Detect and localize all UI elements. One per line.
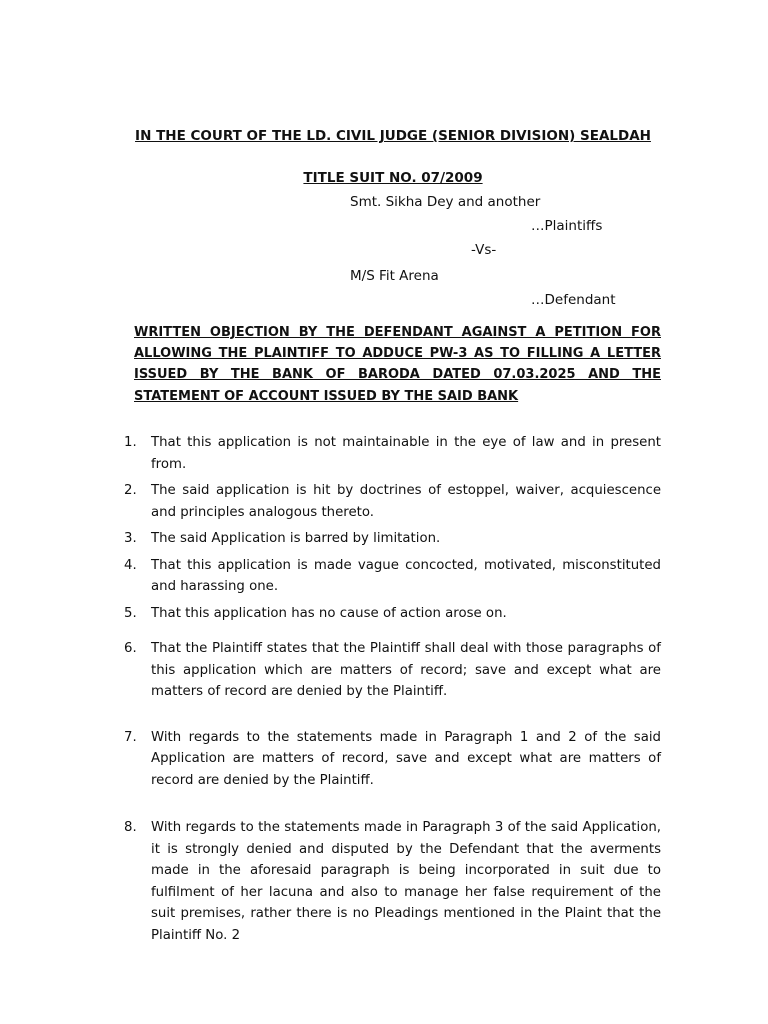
item-text: That this application is made vague concocted, motivated, misconstituted and harassing one. <box>151 557 661 594</box>
court-title: IN THE COURT OF THE LD. CIVIL JUDGE (SENIOR DIVISION) SEALDAH <box>135 128 651 144</box>
item-text: The said application is hit by doctrines of estoppel, waiver, acquiescence and principles analogous thereto. <box>151 483 661 520</box>
item-text: The said Application is barred by limitation. <box>151 531 441 546</box>
defendant-name: M/S Fit Arena <box>350 268 439 284</box>
list-item <box>120 603 661 625</box>
item-number: 5. <box>124 605 137 621</box>
item-text: With regards to the statements made in Paragraph 1 and 2 of the said Application are matters of record, save and except what are matters of record are denied by the Plaintiff. <box>151 729 661 788</box>
list-item <box>120 638 661 703</box>
item-number: 7. <box>124 729 137 745</box>
item-number: 2. <box>124 483 137 498</box>
item-text: That the Plaintiff states that the Plaintiff shall deal with those paragraphs of this application which are matters of record; save and except what are matters of record are denied by the Plaintiff. <box>151 641 661 699</box>
list-item <box>120 528 661 550</box>
defendant-role: …Defendant <box>531 292 616 308</box>
list-item <box>120 727 661 792</box>
list-item <box>120 432 661 475</box>
suit-number: TITLE SUIT NO. 07/2009 <box>303 170 483 186</box>
list-item <box>120 555 661 598</box>
plaintiff-role: …Plaintiffs <box>531 218 603 234</box>
item-text: That this application is not maintainable in the eye of law and in present from. <box>151 435 661 472</box>
item-number: 4. <box>124 557 137 573</box>
item-number: 6. <box>124 641 137 656</box>
list-item <box>120 480 661 523</box>
item-number: 8. <box>124 820 137 835</box>
list-item <box>120 817 661 946</box>
item-number: 1. <box>124 435 137 450</box>
objection-heading: WRITTEN OBJECTION BY THE DEFENDANT AGAINST A PETITION FOR ALLOWING THE PLAINTIFF TO ADDUCE PW-3 AS TO FILLING A LETTER ISSUED BY THE BANK OF BARODA DATED 07.03.2025 AND THE STATEMENT OF ACCOUNT ISSUED BY THE SAID BANK <box>134 325 661 404</box>
item-number: 3. <box>124 531 137 546</box>
plaintiff-name: Smt. Sikha Dey and another <box>350 194 541 210</box>
item-text: With regards to the statements made in Paragraph 3 of the said Application, it is strongly denied and disputed by the Defendant that the averments made in the aforesaid paragraph is being incorporated in suit due to fulfilment of her lacuna and also to manage her false requirement of the suit premises, rather there is no Pleadings mentioned in the Plaint that the Plaintiff No. 2 <box>151 820 661 943</box>
versus-label: -Vs- <box>471 242 497 258</box>
item-text: That this application has no cause of action arose on. <box>151 605 507 621</box>
objection-list <box>120 432 661 946</box>
